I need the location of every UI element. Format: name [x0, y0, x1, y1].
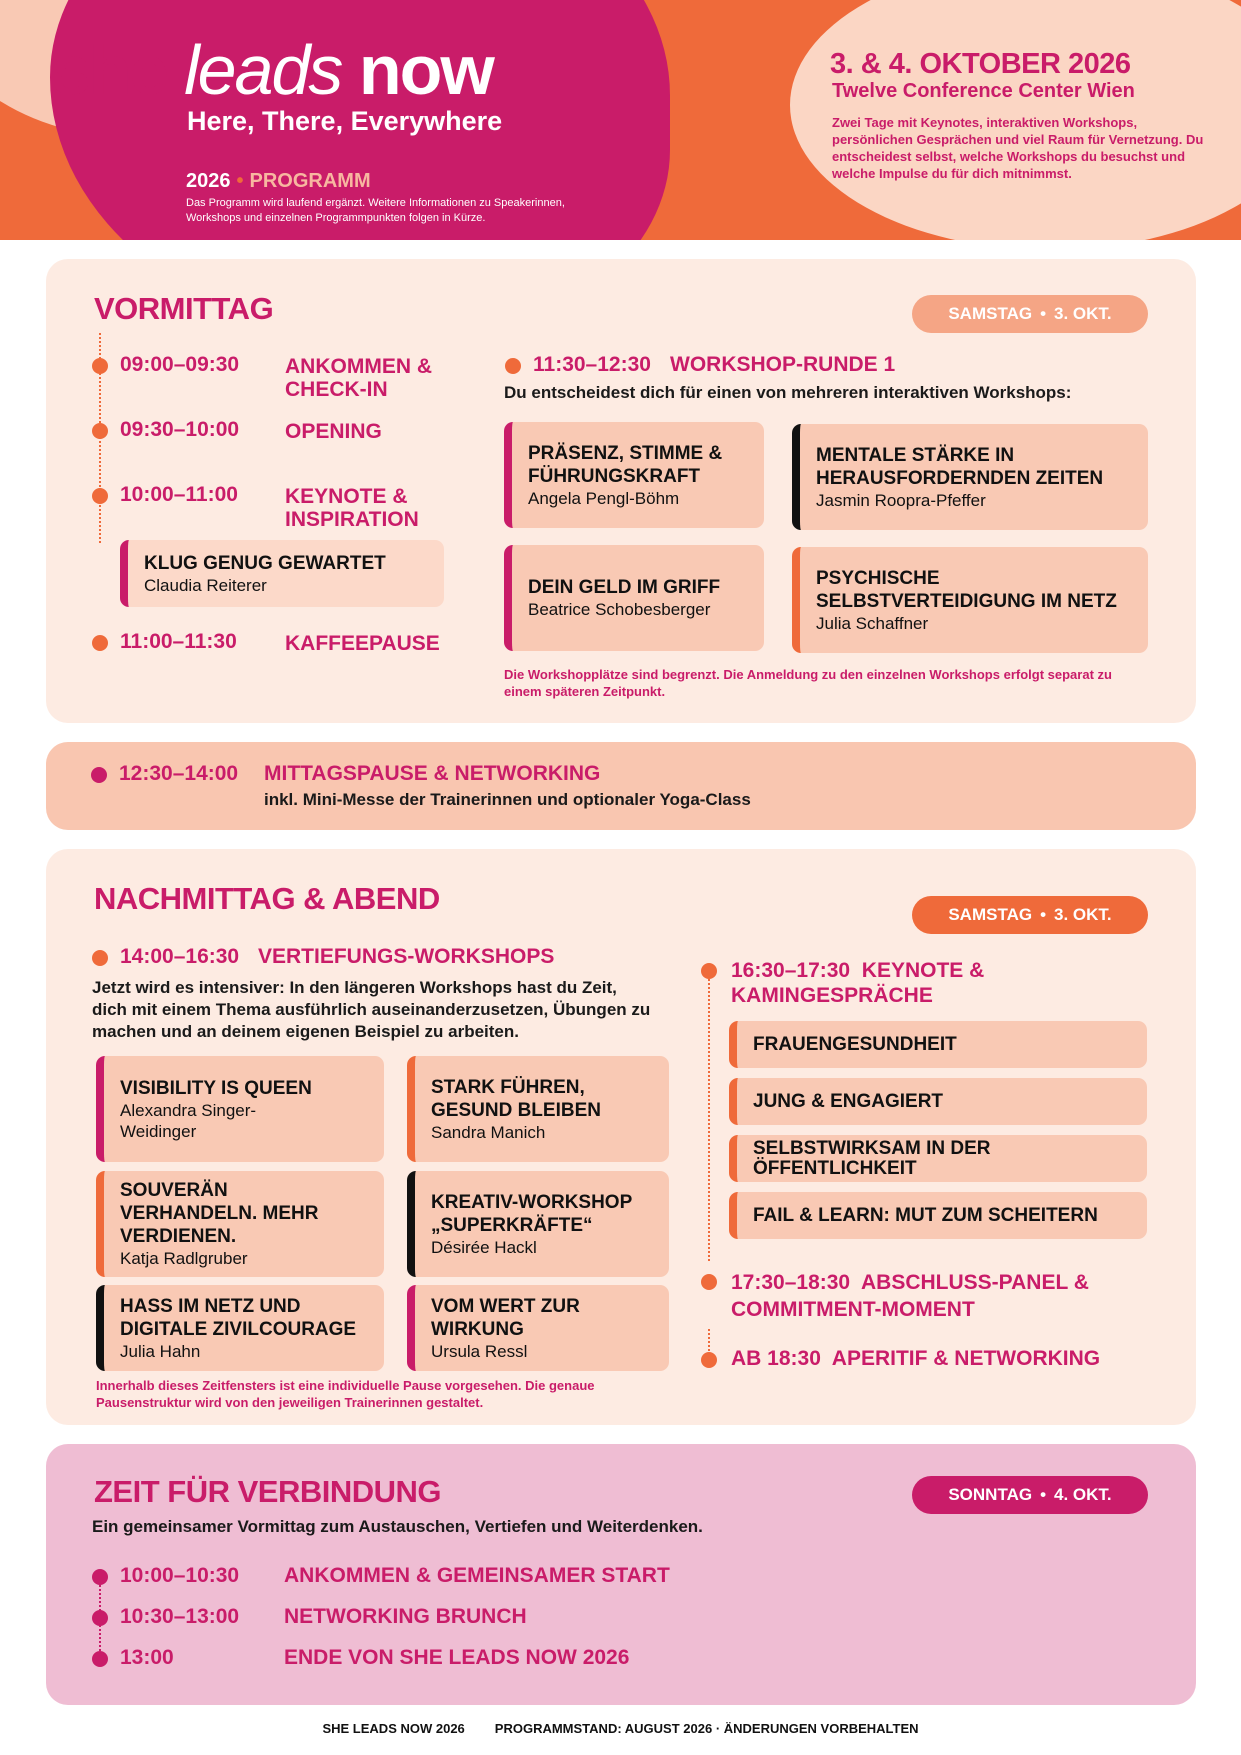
time-label: 09:30–10:00: [120, 418, 240, 441]
program-label: 2026 • PROGRAMM: [186, 170, 371, 192]
day-badge: SAMSTAG • 3. OKT.: [912, 896, 1148, 934]
time-label: 14:00–16:30: [120, 945, 240, 968]
bullet-icon: [92, 950, 108, 966]
workshop-card[interactable]: SOUVERÄN VERHANDELN. MEHR VERDIENEN. Katja Radlgruber: [96, 1171, 384, 1277]
bullet-icon: [92, 358, 108, 374]
time-label: 11:30–12:30: [533, 353, 651, 376]
time-label: 10:30–13:00: [120, 1605, 240, 1628]
item-label: 16:30–17:30 KEYNOTE & KAMINGESPRÄCHE: [731, 959, 985, 1007]
bullet-icon: [701, 963, 717, 979]
timeline-line: [708, 971, 710, 1261]
item-label: KAFFEEPAUSE: [285, 632, 440, 655]
workshop-note: Die Workshopplätze sind begrenzt. Die Anmeldung zu den einzelnen Workshops erfolgt separat zu einem späteren Zeitpunkt.: [504, 667, 1112, 699]
item-label: ENDE VON SHE LEADS NOW 2026: [284, 1646, 630, 1669]
event-venue: Twelve Conference Center Wien: [832, 80, 1135, 102]
bullet-icon: [92, 1651, 108, 1667]
event-date: 3. & 4. OKTOBER 2026: [830, 48, 1131, 80]
time-label: 10:00–11:00: [120, 483, 238, 506]
time-label: 11:00–11:30: [120, 630, 237, 653]
section-title: VORMITTAG: [94, 291, 274, 326]
item-label: 17:30–18:30 ABSCHLUSS-PANEL & COMMITMENT-MOMENT: [731, 1271, 1089, 1321]
workshop-card[interactable]: DEIN GELD IM GRIFF Beatrice Schobesberger: [504, 545, 764, 651]
item-label: NETWORKING BRUNCH: [284, 1605, 527, 1628]
section-intro: Ein gemeinsamer Vormittag zum Austauschen, Vertiefen und Weiterdenken.: [92, 1517, 703, 1536]
section-vormittag: [46, 259, 1196, 723]
bullet-icon: [505, 358, 521, 374]
header-banner: [0, 0, 1241, 240]
item-label: KEYNOTE & INSPIRATION: [285, 485, 419, 531]
workshop-intro: Du entscheidest dich für einen von mehreren interaktiven Workshops:: [504, 383, 1072, 402]
bullet-icon: [701, 1274, 717, 1290]
time-label: 13:00: [120, 1646, 174, 1669]
time-label: 09:00–09:30: [120, 353, 240, 376]
event-description: Zwei Tage mit Keynotes, interaktiven Workshops, persönlichen Gesprächen und viel Raum für Vernetzung. Du entscheidest selbst, welche Workshops du besuchst und welche Impulse du für dich mitnimmst.: [832, 115, 1204, 181]
section-sonntag: [46, 1444, 1196, 1705]
bullet-icon: [91, 767, 107, 783]
bullet-icon: [92, 635, 108, 651]
brand-subtitle: Here, There, Everywhere: [187, 106, 503, 136]
pause-note: Innerhalb dieses Zeitfensters ist eine individuelle Pause vorgesehen. Die genaue Pausenstruktur wird von den jeweiligen Trainerinnen gestaltet.: [96, 1378, 595, 1410]
page-footer: SHE LEADS NOW 2026 PROGRAMMSTAND: AUGUST 2026 · ÄNDERUNGEN VORBEHALTEN: [322, 1721, 919, 1736]
section-title: ZEIT FÜR VERBINDUNG: [94, 1474, 441, 1509]
time-label: 12:30–14:00: [119, 762, 239, 785]
bullet-icon: [92, 1610, 108, 1626]
bullet-icon: [701, 1352, 717, 1368]
item-label: ANKOMMEN & GEMEINSAMER START: [284, 1564, 670, 1587]
section-nachmittag: [46, 849, 1196, 1425]
lunch-subtext: inkl. Mini-Messe der Trainerinnen und optionaler Yoga-Class: [264, 790, 751, 809]
item-label: ANKOMMEN & CHECK-IN: [285, 355, 432, 401]
workshop-card[interactable]: VISIBILITY IS QUEEN Alexandra Singer-Weidinger: [96, 1056, 384, 1162]
workshop-card[interactable]: PSYCHISCHE SELBSTVERTEIDIGUNG IM NETZ Julia Schaffner: [792, 547, 1148, 653]
brand-logo: she leads now: [52, 31, 493, 109]
workshop-card[interactable]: MENTALE STÄRKE IN HERAUSFORDERNDEN ZEITEN Jasmin Roopra-Pfeffer: [792, 424, 1148, 530]
workshop-card[interactable]: STARK FÜHREN, GESUND BLEIBEN Sandra Manich: [407, 1056, 669, 1162]
workshop-card[interactable]: KREATIV-WORKSHOP „SUPERKRÄFTE“ Désirée Hackl: [407, 1171, 669, 1277]
item-label: OPENING: [285, 420, 382, 443]
topic-card: SELBSTWIRKSAM IN DER ÖFFENTLICHKEIT: [729, 1135, 1147, 1182]
bullet-icon: [92, 1569, 108, 1585]
workshop-card[interactable]: HASS IM NETZ UND DIGITALE ZIVILCOURAGE Julia Hahn: [96, 1285, 384, 1371]
workshop-card[interactable]: PRÄSENZ, STIMME & FÜHRUNGSKRAFT Angela Pengl-Böhm: [504, 422, 764, 528]
item-label: AB 18:30 APERITIF & NETWORKING: [731, 1347, 1101, 1370]
time-label: 10:00–10:30: [120, 1564, 240, 1587]
keynote-box: KLUG GENUG GEWARTET Claudia Reiterer: [120, 540, 444, 607]
item-label: WORKSHOP-RUNDE 1: [670, 353, 896, 376]
section-title: NACHMITTAG & ABEND: [94, 881, 440, 916]
topic-card: FAIL & LEARN: MUT ZUM SCHEITERN: [729, 1192, 1147, 1239]
bullet-icon: [92, 423, 108, 439]
item-label: VERTIEFUNGS-WORKSHOPS: [258, 945, 555, 968]
topic-card: JUNG & ENGAGIERT: [729, 1078, 1147, 1125]
day-badge: SONNTAG • 4. OKT.: [912, 1476, 1148, 1514]
workshops-intro: Jetzt wird es intensiver: In den längeren Workshops hast du Zeit, dich mit einem Thema ausführlich auseinanderzusetzen, Übungen zu machen und an deinem eigenen Beispiel zu arbeiten.: [92, 978, 651, 1041]
topic-card: FRAUENGESUNDHEIT: [729, 1021, 1147, 1068]
item-label: MITTAGSPAUSE & NETWORKING: [264, 762, 601, 785]
section-lunch: [46, 742, 1196, 830]
bullet-icon: [92, 488, 108, 504]
program-note: Das Programm wird laufend ergänzt. Weitere Informationen zu Speakerinnen, Workshops und einzelnen Programmpunkten folgen in Kürze.: [186, 197, 565, 224]
workshop-card[interactable]: VOM WERT ZUR WIRKUNG Ursula Ressl: [407, 1285, 669, 1371]
day-badge: SAMSTAG • 3. OKT.: [912, 295, 1148, 333]
